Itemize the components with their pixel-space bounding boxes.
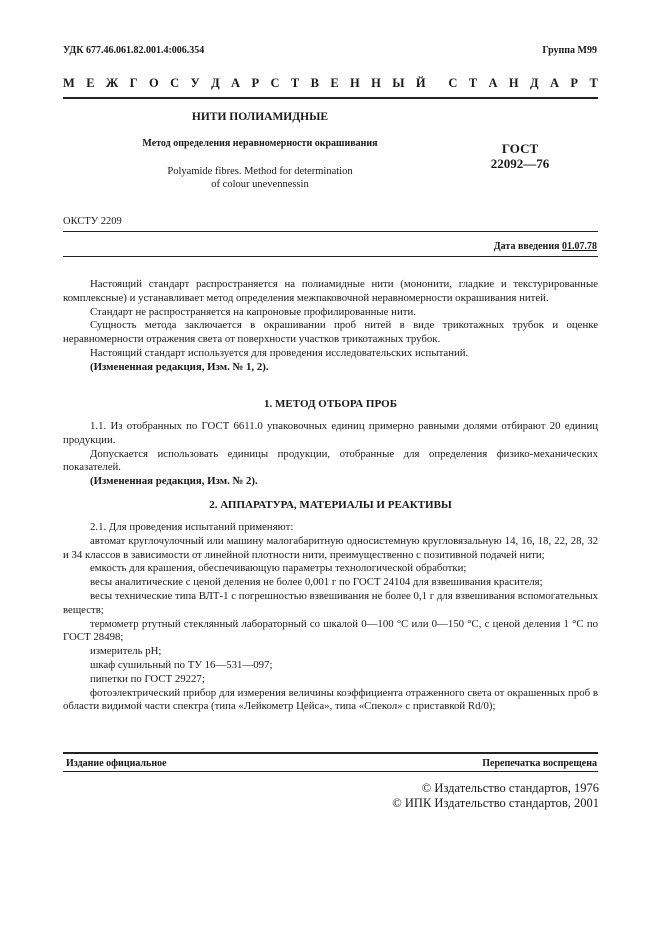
okstu-divider (63, 231, 598, 232)
title-letter: Т (589, 76, 598, 90)
paragraph: шкаф сушильный по ТУ 16—531—097; (90, 658, 273, 671)
paragraph: термометр ртутный стеклянный лабораторный со шкалой 0—100 °С или 0—150 °С, с ценой деления 1 °С по ГОСТ 28498; (63, 617, 598, 644)
title-letter: А (231, 76, 241, 90)
gost-number: 22092—76 (490, 156, 550, 171)
title-letter: А (550, 76, 560, 90)
section-2-text (63, 521, 598, 714)
paragraph: Допускается использовать единицы продукции, отобранные для определения физико-механических показателей. (63, 447, 598, 474)
title-letter: Г (129, 76, 138, 90)
title-letter: С (170, 76, 180, 90)
title-letter: У (190, 76, 200, 90)
title-letter: Р (570, 76, 579, 90)
paragraph: фотоэлектрический прибор для измерения величины коэффициента отраженного света от окрашенных проб в области видимой части спектра (типа «Лейкометр Цейса», типа «Спекол» с приставкой Rd/0); (63, 686, 598, 713)
intro-text (63, 278, 598, 375)
paragraph: Стандарт не распространяется на капроновые профилированные нити. (90, 305, 416, 318)
intro-date-label: Дата введения (493, 241, 560, 252)
title-letter: Н (508, 76, 519, 90)
intro-date (494, 241, 597, 252)
title-letter: Е (330, 76, 339, 90)
english-title (120, 165, 400, 191)
paragraph: Настоящий стандарт распространяется на полиамидные нити (мононити, гладкие и текстурированные комплексные) и устанавливает метод определения межпаковочной неравномерности окрашивания нитей. (63, 278, 598, 304)
section-1-text (63, 420, 598, 489)
method-subtitle: Метод определения неравномерности окрашивания (142, 138, 378, 149)
title-letter: А (488, 76, 498, 90)
title-letter: С (270, 76, 280, 90)
english-title-line-1: Polyamide fibres. Method for determination (167, 166, 353, 177)
paragraph: Настоящий стандарт используется для проведения исследовательских испытаний. (90, 346, 469, 359)
copyright-1976: © Издательство стандартов, 1976 (421, 781, 599, 795)
okstu-code: ОКСТУ 2209 (63, 216, 122, 227)
paragraph: 2.1. Для проведения испытаний применяют: (90, 521, 294, 533)
amendment-note: (Измененная редакция, Изм. № 1, 2). (90, 360, 269, 373)
title-letter: В (310, 76, 319, 90)
reprint-prohibited: Перепечатка воспрещена (482, 758, 597, 769)
title-letter: Р (251, 76, 260, 90)
gost-label: ГОСТ (501, 141, 539, 156)
paragraph: весы технические типа ВЛТ-1 с погрешностью взвешивания не более 0,1 г для взвешивания вспомогательных веществ; (63, 589, 598, 616)
title-letter: Д (211, 76, 220, 90)
title-letter: С (448, 76, 458, 90)
title-letter: Й (415, 76, 426, 90)
official-edition: Издание официальное (66, 758, 167, 769)
section-2-heading: 2. АППАРАТУРА, МАТЕРИАЛЫ И РЕАКТИВЫ (209, 499, 452, 511)
udc-code: УДК 677.46.061.82.001.4:006.354 (63, 45, 205, 56)
english-title-line-2: of colour unevennessin (211, 179, 309, 190)
title-letter: М (63, 76, 75, 90)
paragraph: пипетки по ГОСТ 29227; (90, 672, 205, 685)
title-letter: Т (468, 76, 478, 90)
paragraph: автомат круглочулочный или машину малогабаритную односистемную кругловязальную 14, 16, 18, 22, 28, 32 и 34 классов в зависимости от линейной плотности нити, преимущественно с позитивной подачей нити; (63, 534, 598, 561)
title-letter: Н (371, 76, 381, 90)
title-letter: О (148, 76, 159, 90)
header-divider (63, 97, 598, 99)
paragraph: весы аналитические с ценой деления не более 0,001 г по ГОСТ 24104 для взвешивания красителя; (90, 576, 543, 589)
paragraph: емкость для крашения, обеспечивающую параметры технологической обработки; (90, 562, 467, 575)
paragraph: измеритель рН; (90, 645, 162, 658)
footer-bottom-divider (63, 771, 598, 772)
group-code: Группа М99 (542, 45, 597, 56)
section-1-heading: 1. МЕТОД ОТБОРА ПРОБ (264, 398, 397, 410)
amendment-note: (Измененная редакция, Изм. № 2). (90, 475, 258, 488)
title-letter: Ы (392, 76, 405, 90)
interstate-standard-title (63, 76, 598, 91)
intro-date-value: 01.07.78 (562, 241, 597, 252)
paragraph: Сущность метода заключается в окрашивании проб нитей в виде трикотажных трубок и оценке неравномерности отражения света от поверхности участков трикотажных трубок. (63, 319, 598, 346)
title-letter: Н (350, 76, 360, 90)
document-title: НИТИ ПОЛИАМИДНЫЕ (191, 111, 329, 123)
title-letter: Д (530, 76, 539, 90)
title-letter: Ж (105, 76, 119, 90)
title-letter: Е (86, 76, 95, 90)
title-letter: Т (290, 76, 300, 90)
copyright-2001: © ИПК Издательство стандартов, 2001 (392, 796, 599, 810)
date-divider (63, 256, 598, 257)
paragraph: 1.1. Из отобранных по ГОСТ 6611.0 упаковочных единиц примерно равными долями отбирают 20 единиц продукции. (63, 420, 598, 446)
footer-divider (63, 752, 598, 754)
gost-designation (480, 141, 560, 171)
